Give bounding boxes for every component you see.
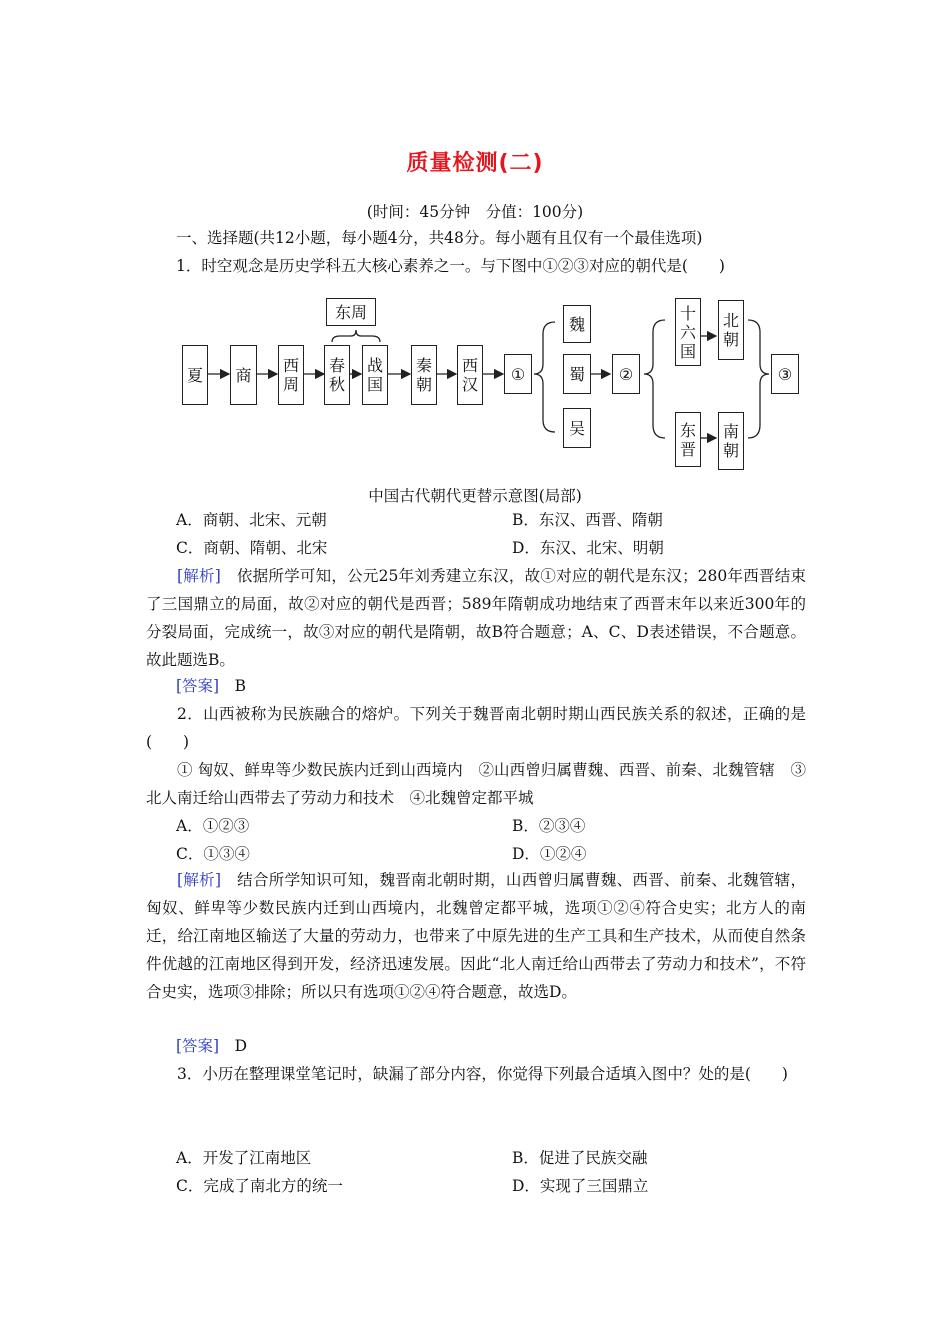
box-wei: 魏 [563,305,591,343]
box-chunqiu-label: 春秋 [329,356,346,394]
box-dongzhou: 东周 [326,298,376,326]
box-beichao [718,300,744,360]
diagram-connectors [170,292,810,477]
q2-items: ① 匈奴、鲜卑等少数民族内迁到山西境内 ②山西曾归属曹魏、西晋、前秦、北魏管辖 ③北人南迁给山西带去了劳动力和技术 ④北魏曾定都平城 [146,761,806,807]
diagram-caption: 中国古代朝代更替示意图(局部) [368,487,582,505]
q2-option-c: C．①③④ [176,845,250,863]
page-title: 质量检测(二) [406,151,544,176]
box-qinchao-label: 秦朝 [416,356,433,394]
q2-option-d: D．①②④ [512,845,587,863]
box-shiliuguo [675,298,701,366]
q1-stem: 1．时空观念是历史学科五大核心素养之一。与下图中①②③对应的朝代是( ) [176,257,725,275]
box-dongjin-label: 东晋 [680,420,697,459]
q2-answer-tag: [答案] [176,1037,220,1055]
box-zhanguo [362,345,388,405]
box-xizhou-label: 西周 [283,356,300,394]
box-chunqiu [324,345,350,405]
q1-option-c: C．商朝、隋朝、北宋 [176,539,328,557]
q1-option-d: D．东汉、北宋、明朝 [512,539,664,557]
exam-meta: (时间：45分钟 分值：100分) [366,203,584,221]
q1-answer-tag: [答案] [176,677,220,695]
q2-option-b: B．②③④ [512,817,586,835]
q3-option-b: B．促进了民族交融 [512,1149,648,1167]
dynasty-diagram [170,292,810,477]
q1-option-b: B．东汉、西晋、隋朝 [512,511,663,529]
q2-analysis-text: 结合所学知识可知，魏晋南北朝时期，山西曾归属曹魏、西晋、前秦、北魏管辖，匈奴、鲜卑等少数民族内迁到山西境内，北魏曾定都平城，选项①②④符合史实；北方人的南迁，给江南地区输送了大量的劳动力，也带来了中原先进的生产工具和生产技术，从而使自然条件优越的江南地区得到开发，经济迅速发展。因此“北人南迁给山西带去了劳动力和技术”，不符合史实，选项③排除；所以只有选项①②④符合题意，故选D。 [146,871,806,1001]
q3-option-d: D．实现了三国鼎立 [512,1177,649,1195]
q2-analysis-tag: [解析] [177,871,222,889]
box-blank-3: ③ [771,354,799,394]
q1-analysis-text: 依据所学可知，公元25年刘秀建立东汉，故①对应的朝代是东汉；280年西晋结束了三国鼎立的局面，故②对应的朝代是西晋；589年隋朝成功地结束了西晋末年以来近300年的分裂局面，完成统一，故③对应的朝代是隋朝，故B符合题意；A、C、D表述错误，不合题意。故此题选B。 [146,567,806,669]
box-shiliuguo-label: 十六国 [680,303,697,361]
box-nanchao [718,412,744,470]
box-blank-1: ① [504,354,532,394]
box-wu: 吴 [563,408,591,448]
q1-analysis-tag: [解析] [177,567,221,585]
q2-answer-value: D [234,1037,248,1055]
box-nanchao-label: 南朝 [723,422,740,460]
q1-analysis [146,562,806,674]
box-xihan [457,345,483,405]
q2-stem: 2．山西被称为民族融合的熔炉。下列关于魏晋南北朝时期山西民族关系的叙述，正确的是( ) [146,705,806,751]
box-shu: 蜀 [563,354,591,394]
box-zhanguo-label: 战国 [367,356,384,394]
box-xizhou [278,345,304,405]
section-heading: 一、选择题(共12小题，每小题4分，共48分。每小题有且仅有一个最佳选项) [176,229,703,247]
box-qinchao [411,345,437,405]
q3-stem: 3．小历在整理课堂笔记时，缺漏了部分内容，你觉得下列最合适填入图中？处的是( ) [177,1065,788,1083]
q2-answer [176,1036,836,1056]
box-dongjin [675,412,701,467]
q2-option-a: A．①②③ [176,817,250,835]
box-xihan-label: 西汉 [462,356,479,394]
q3-option-c: C．完成了南北方的统一 [176,1177,343,1195]
box-blank-2: ② [612,354,640,394]
box-shang: 商 [230,345,257,405]
box-xia: 夏 [182,345,208,405]
q3-option-a: A．开发了江南地区 [176,1149,312,1167]
q2-analysis [146,866,806,1006]
q1-answer [176,676,836,696]
q1-answer-value: B [234,677,247,695]
box-beichao-label: 北朝 [723,311,740,349]
q1-option-a: A．商朝、北宋、元朝 [176,511,327,529]
